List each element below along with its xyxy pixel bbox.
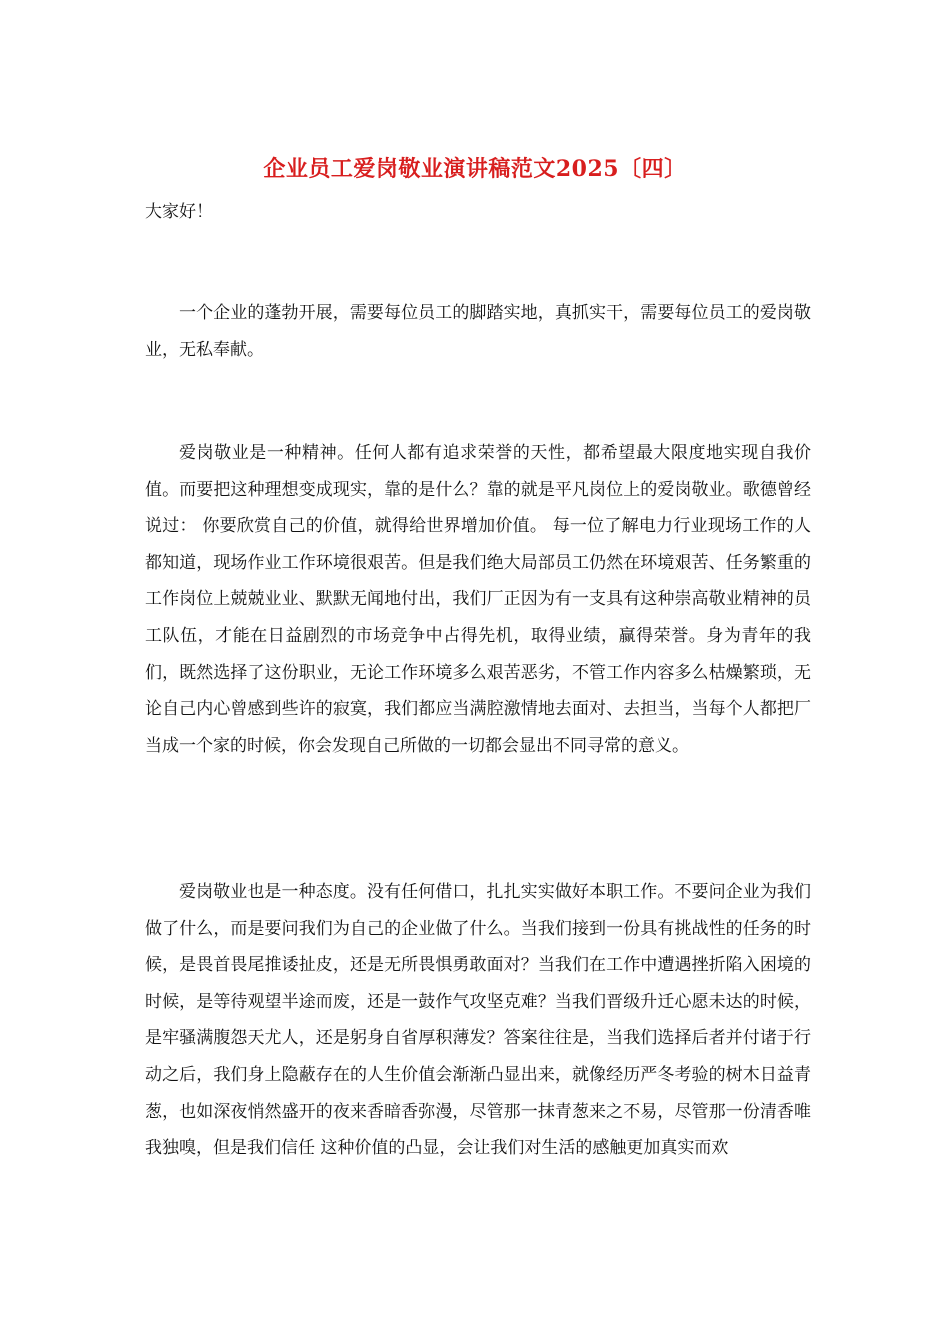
paragraph-1: 一个企业的蓬勃开展，需要每位员工的脚踏实地，真抓实干，需要每位员工的爱岗敬业，无私奉献。 — [145, 303, 811, 360]
paragraph-2: 爱岗敬业是一种精神。任何人都有追求荣誉的天性，都希望最大限度地实现自我价值。而要把这种理想变成现实，靠的是什么？靠的就是平凡岗位上的爱岗敬业。歌德曾经说过： 你要欣赏自己的价值，就得给世界增加价值。 每一位了解电力行业现场工作的人都知道，现场作业工作环境很艰苦。但是我们绝大局部员工仍然在环境艰苦、任务繁重的工作岗位上兢兢业业、默默无闻地付出，我们厂正因为有一支具有这种崇高敬业精神的员工队伍，才能在日益剧烈的市场竞争中占得先机，取得业绩，赢得荣誉。身为青年的我们，既然选择了这份职业，无论工作环境多么艰苦恶劣，不管工作内容多么枯燥繁琐，无论自己内心曾感到些许的寂寞，我们都应当满腔激情地去面对、去担当，当每个人都把厂当成一个家的时候，你会发现自己所做的一切都会显出不同寻常的意义。 — [145, 443, 811, 756]
greeting-line: 大家好！ — [145, 202, 213, 222]
document-title: 企业员工爱岗敬业演讲稿范文2025〔四〕 — [263, 156, 687, 182]
paragraph-3: 爱岗敬业也是一种态度。没有任何借口，扎扎实实做好本职工作。不要问企业为我们做了什么，而是要问我们为自己的企业做了什么。当我们接到一份具有挑战性的任务的时候，是畏首畏尾推诿扯皮，还是无所畏惧勇敢面对？当我们在工作中遭遇挫折陷入困境的时候，是等待观望半途而废，还是一鼓作气攻坚克难？当我们晋级升迁心愿未达的时候，是牢骚满腹怨天尤人，还是躬身自省厚积薄发？答案往往是，当我们选择后者并付诸于行动之后，我们身上隐蔽存在的人生价值会渐渐凸显出来，就像经历严冬考验的树木日益青葱，也如深夜悄然盛开的夜来香暗香弥漫，尽管那一抹青葱来之不易，尽管那一份清香唯我独嗅，但是我们信任 这种价值的凸显，会让我们对生活的感触更加真实而欢 — [145, 882, 811, 1159]
